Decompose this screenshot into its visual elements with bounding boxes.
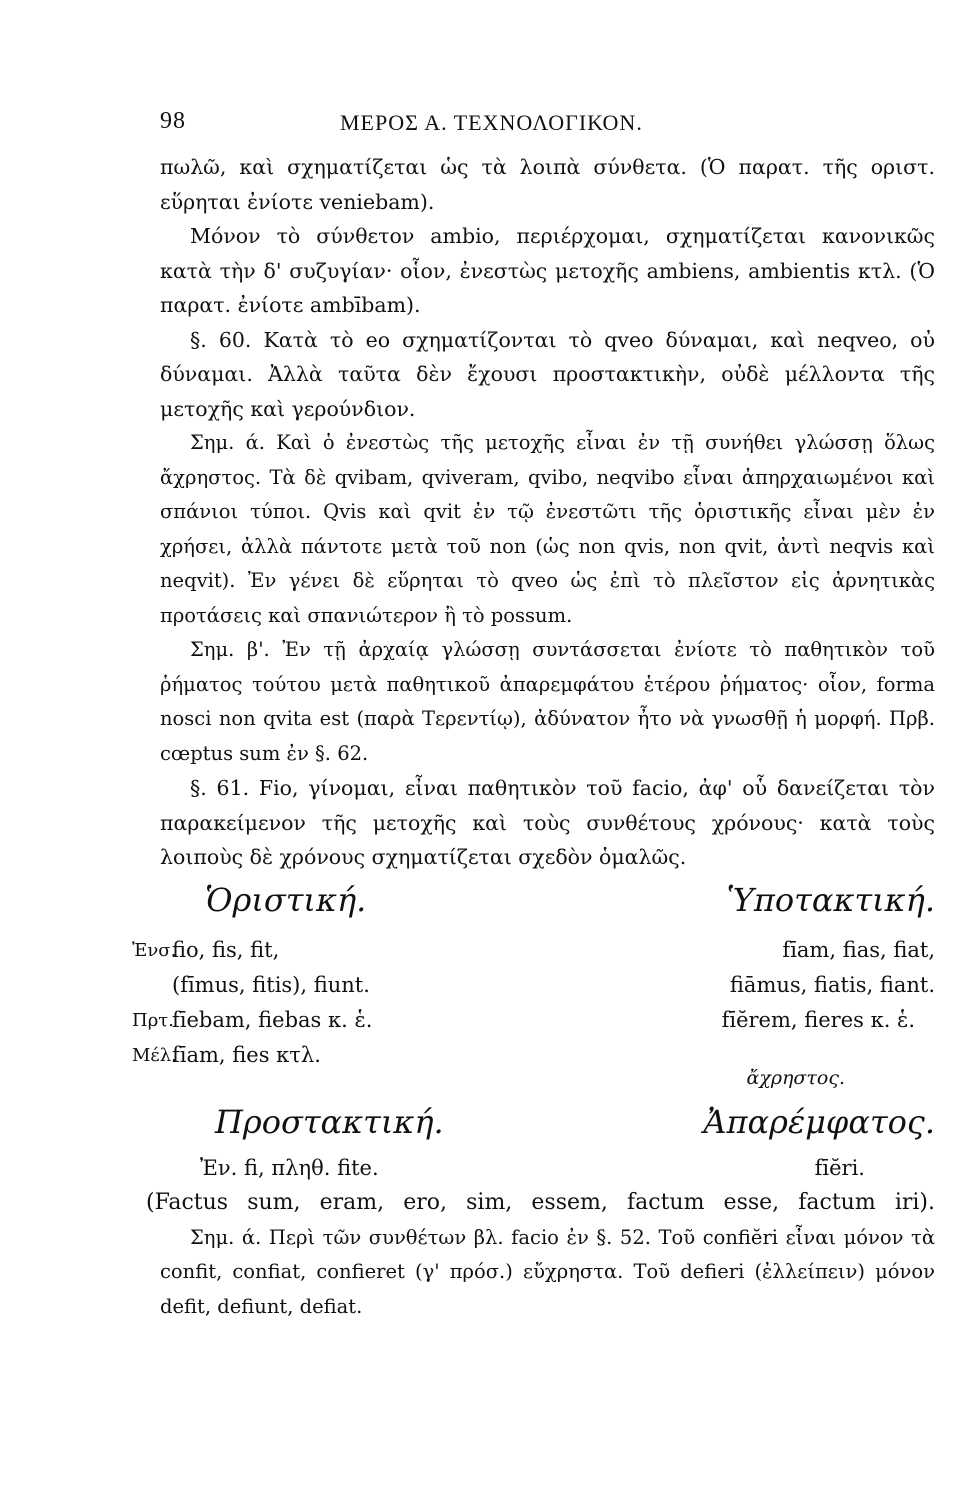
indicative-form: (fīmus, fitis), fiunt. [172,972,370,997]
paragraph-section-60: §. 60. Κατὰ τὸ eo σχηματίζονται τὸ qveo δύναμαι, καὶ neqveo, οὐ δύναμαι. Ἀλλὰ ταῦτα δὲν ἔχουσι προστακτικὴν, οὐδὲ μέλλοντα τῆς μετοχῆς καὶ γερούνδιον. [160,327,935,421]
paragraph-1: πωλῶ, καὶ σχηματίζεται ὡς τὰ λοιπὰ σύνθετα. (Ὁ παρατ. τῆς οριστ. εὕρηται ἐνίοτε veniebam). [160,155,935,214]
page-header [160,108,935,150]
note-1-qveo: Σημ. ά. Καὶ ὁ ἐνεστὼς τῆς μετοχῆς εἶναι ἐν τῇ συνήθει γλώσσῃ ὅλως ἄχρηστος. Τὰ δὲ qvibam, qviveram, qvibo, neqvibo εἶναι ἀπηρχαιωμένοι καὶ σπάνιοι τύποι. Qvis καὶ qvit ἐν τῷ ἐνεστῶτι τῆς ὁριστικῆς εἶναι μὲν ἐν χρήσει, ἀλλὰ πάντοτε μετὰ τοῦ non (ὡς non qvis, non qvit, ἀντὶ neqvis καὶ neqvit). Ἐν γένει δὲ εὕρηται τὸ qveo ὡς ἐπὶ τὸ πλεῖστον εἰς ἀρνητικὰς προτάσεις καὶ σπανιώτερον ἢ τὸ possum. [160,431,935,627]
infinitive-form: fīĕri. [814,1155,865,1180]
paragraph-section-61: §. 61. Fio, γίνομαι, εἶναι παθητικὸν τοῦ facio, ἀφ' οὗ δανείζεται τὸν παρακείμενον τῆς μετοχῆς καὶ τοὺς συνθέτους χρόνους· κατὰ τοὺς λοιποὺς δὲ χρόνους σχηματίζεται σχεδὸν ὁμαλῶς. [160,776,935,869]
unused-note [160,1066,935,1097]
indicative-heading: Ὁριστική. [205,880,367,919]
indicative-form: fīam, fies κτλ. [172,1042,321,1067]
tense-label: Μέλ. [132,1044,177,1066]
subjunctive-heading: Ὑποτακτική. [726,880,935,919]
unused-note-text: ἄχρηστος. [746,1066,845,1089]
imperative-form: Ἐν. fi, πληθ. fite. [200,1155,379,1180]
mood-heading-row [160,881,935,933]
running-title: ΜΕΡΟΣ Α. ΤΕΧΝΟΛΟΓΙΚΟΝ. [340,110,643,135]
tense-label: Ἐνσ. [132,939,177,961]
paradigm-row [160,968,935,1003]
imperative-heading: Προστακτική. [215,1102,444,1141]
fio-paradigm [132,880,935,1185]
subjunctive-form: fiāmus, fiatis, fiant. [729,972,935,997]
infinitive-heading: Ἀπαρέμφατος. [703,1102,935,1141]
paradigm-row [132,1003,935,1038]
tense-label: Πρτ. [132,1009,174,1031]
subjunctive-form: fīam, fias, fiat, [782,937,935,962]
subjunctive-form: fīĕrem, fieres κ. ἑ. [721,1007,915,1032]
imperative-infinitive-row [160,1151,935,1185]
factus-line: (Factus sum, eram, ero, sim, essem, factum esse, factum iri). [146,1189,935,1215]
paradigm-row [132,933,935,968]
book-page [132,108,935,1324]
paragraph-ambio: Μόνον τὸ σύνθετον ambio, περιέρχομαι, σχηματίζεται κανονικῶς κατὰ τὴν δ' συζυγίαν· οἷον, ἐνεστὼς μετοχῆς ambiens, ambientis κτλ. (Ὁ παρατ. ἐνίοτε ambībam). [160,224,935,317]
page-number: 98 [160,108,186,134]
indicative-form: fīebam, fiebas κ. ἑ. [172,1007,373,1032]
indicative-form: fio, fis, fit, [172,937,280,962]
final-note: Σημ. ά. Περὶ τῶν συνθέτων βλ. facio ἐν §. 52. Τοῦ confiĕri εἶναι μόνον τὰ confit, confiat, confieret (γ' πρόσ.) εὔχρηστα. Τοῦ defieri (ἐλλείπειν) μόνον defit, defiunt, defiat. [160,1225,935,1318]
mood-heading-row-2 [160,1097,935,1151]
note-2-passive: Σημ. β'. Ἐν τῇ ἀρχαίᾳ γλώσσῃ συντάσσεται ἐνίοτε τὸ παθητικὸν τοῦ ῥήματος τούτου μετὰ παθητικοῦ ἀπαρεμφάτου ἑτέρου ῥήματος· οἷον, forma nosci non qvita est (παρὰ Τερεντίῳ), ἀδύνατον ἦτο νὰ γνωσθῇ ἡ μορφή. Πρβ. cœptus sum ἐν §. 62. [160,638,935,765]
